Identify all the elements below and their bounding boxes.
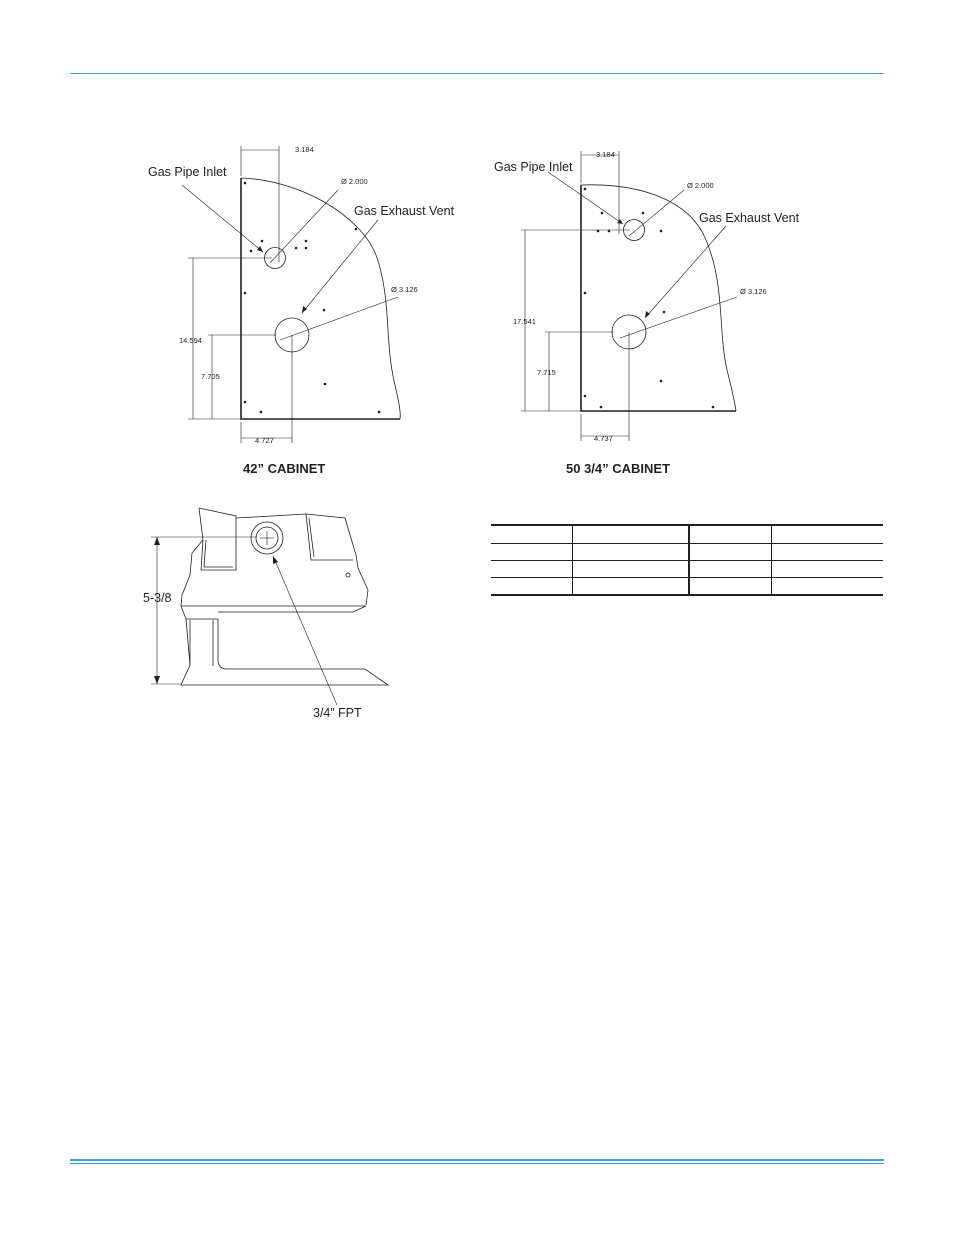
left-dim-inner: 7.705 xyxy=(201,372,220,381)
left-dim-bottom: 4.727 xyxy=(255,436,274,445)
specification-table xyxy=(491,524,883,596)
table-cell xyxy=(772,544,884,561)
cabinet-50-drawing xyxy=(494,150,800,476)
fitting-fpt-label: 3/4” FPT xyxy=(313,706,362,720)
right-gas-exhaust-vent-label: Gas Exhaust Vent xyxy=(699,211,800,225)
left-dim-top: 3.184 xyxy=(295,145,314,154)
right-dim-bottom: 4.737 xyxy=(594,434,613,443)
table-header-row xyxy=(491,525,883,544)
right-dia-small: Ø 2.000 xyxy=(687,181,714,190)
table-header-cell xyxy=(491,525,573,544)
table-header-cell xyxy=(573,525,690,544)
table-row xyxy=(491,578,883,596)
table-cell xyxy=(573,561,690,578)
left-dia-large: Ø 3.126 xyxy=(391,285,418,294)
gas-valve-fitting-drawing xyxy=(143,508,388,720)
bottom-rule xyxy=(70,1159,884,1161)
table-row xyxy=(491,544,883,561)
right-dia-large: Ø 3.126 xyxy=(740,287,767,296)
table-cell xyxy=(491,544,573,561)
table-cell xyxy=(772,561,884,578)
table-cell xyxy=(491,561,573,578)
table-cell xyxy=(491,578,573,596)
left-dia-small: Ø 2.000 xyxy=(341,177,368,186)
table-cell xyxy=(573,578,690,596)
right-gas-pipe-inlet-label: Gas Pipe Inlet xyxy=(494,160,573,174)
table-header-cell xyxy=(689,525,772,544)
cabinet-42-drawing xyxy=(148,145,455,476)
left-gas-exhaust-vent-label: Gas Exhaust Vent xyxy=(354,204,455,218)
left-caption: 42” CABINET xyxy=(243,461,326,476)
right-caption: 50 3/4” CABINET xyxy=(566,461,671,476)
left-gas-pipe-inlet-label: Gas Pipe Inlet xyxy=(148,165,227,179)
table-cell xyxy=(772,578,884,596)
right-dim-inner: 7.715 xyxy=(537,368,556,377)
right-dim-top: 3.184 xyxy=(596,150,615,159)
right-dim-outer: 17.541 xyxy=(513,317,536,326)
table-header-cell xyxy=(772,525,884,544)
left-dim-outer: 14.594 xyxy=(179,336,202,345)
fitting-height-dim: 5-3/8 xyxy=(143,591,172,605)
table-cell xyxy=(689,544,772,561)
bottom-rule-thin xyxy=(70,1163,884,1164)
table-cell xyxy=(573,544,690,561)
table-row xyxy=(491,561,883,578)
table-cell xyxy=(689,561,772,578)
valve-body-top xyxy=(199,508,368,605)
table-cell xyxy=(689,578,772,596)
